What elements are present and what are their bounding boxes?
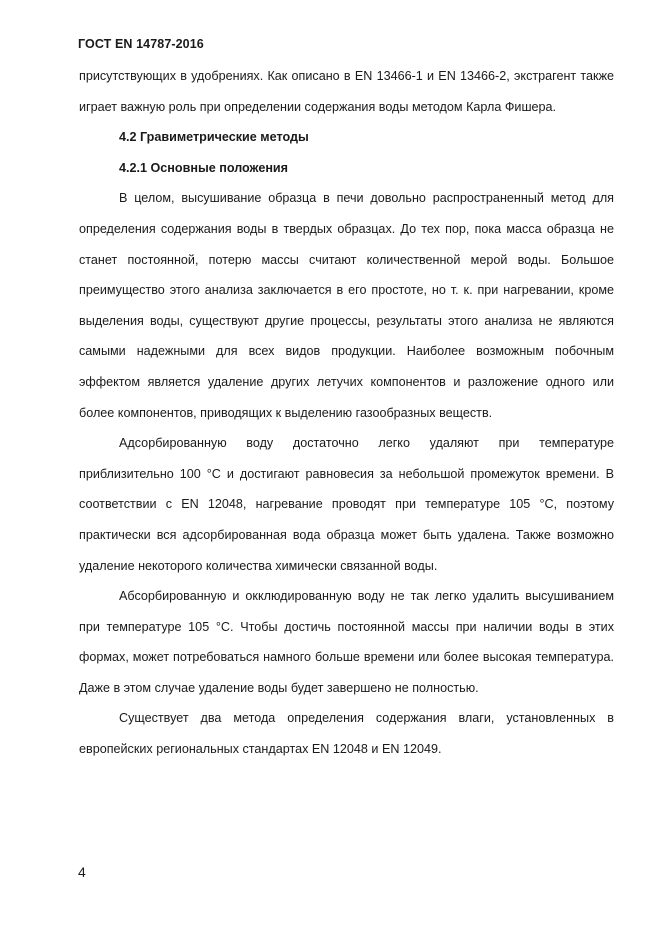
page-body bbox=[79, 61, 614, 765]
section-heading-4-2: 4.2 Гравиметрические методы bbox=[119, 130, 309, 145]
paragraph-absorbed-water: Абсорбированную и окклюдированную воду не так легко удалить высушиванием при температуре 105 °С. Чтобы достичь постоянной массы при наличии воды в этих формах, может потребоваться намного больше времени или более высокая температура. Даже в этом случае удаление воды будет завершено не полностью. bbox=[79, 589, 614, 695]
page-header-standard: ГОСТ EN 14787-2016 bbox=[78, 37, 204, 51]
subsection-heading-4-2-1: 4.2.1 Основные положения bbox=[119, 160, 289, 175]
paragraph-continuation: присутствующих в удобрениях. Как описано в EN 13466-1 и EN 13466-2, экстрагент также играет важную роль при определении содержания воды методом Карла Фишера. bbox=[79, 69, 614, 114]
page-number: 4 bbox=[78, 864, 86, 880]
paragraph-oven-drying: В целом, высушивание образца в печи довольно распространенный метод для определения содержания воды в твердых образцах. До тех пор, пока масса образца не станет постоянной, потерю массы считают количественной мерой воды. Большое преимущество этого анализа заключается в его простоте, но т. к. при нагревании, кроме выделения воды, существуют другие процессы, результаты этого анализа не являются самыми надежными для всех видов продукции. Наиболее возможным побочным эффектом является удаление других летучих компонентов и разложение одного или более компонентов, приводящих к выделению газообразных веществ. bbox=[79, 191, 614, 420]
paragraph-methods: Существует два метода определения содержания влаги, установленных в европейских региональных стандартах EN 12048 и EN 12049. bbox=[79, 711, 614, 757]
paragraph-adsorbed-water: Адсорбированную воду достаточно легко удаляют при температуре приблизительно 100 °С и достигают равновесия за небольшой промежуток времени. В соответствии с EN 12048, нагревание проводят при температуре 105 °С, поэтому практически вся адсорбированная вода образца может быть удалена. Также возможно удаление некоторого количества химически связанной воды. bbox=[79, 436, 614, 573]
